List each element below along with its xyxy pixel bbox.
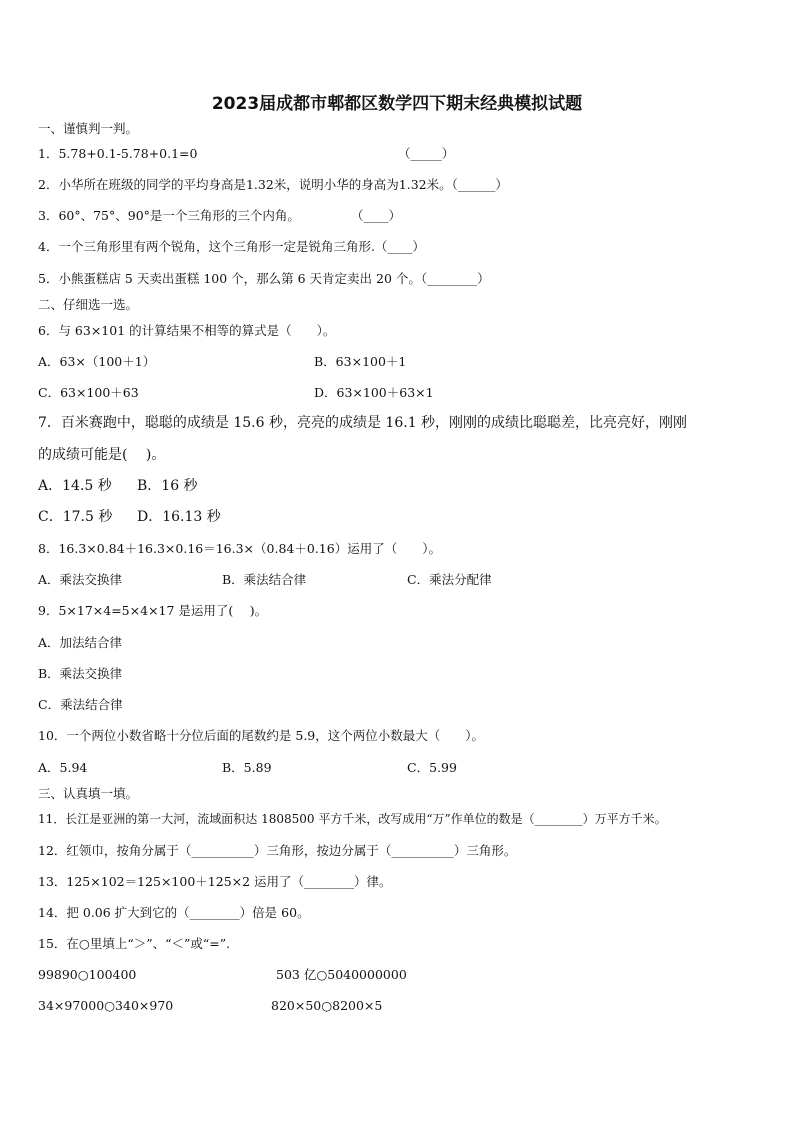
question-11: 11．长江是亚洲的第一大河，流域面积达 1808500 平方千米，改写成用“万”作单位的数是（________）万平方千米。	[38, 812, 667, 826]
question-7-option-a[interactable]: A．14.5 秒	[38, 478, 112, 494]
question-1-text: 1．5.78+0.1-5.78+0.1=0	[38, 146, 198, 161]
question-7-option-b[interactable]: B．16 秒	[137, 478, 198, 494]
question-6-option-d[interactable]: D．63×100＋63×1	[314, 385, 434, 400]
question-4: 4．一个三角形里有两个锐角，这个三角形一定是锐角三角形.（____）	[38, 239, 425, 254]
question-8: 8．16.3×0.84＋16.3×0.16＝16.3×（0.84＋0.16）运用了（ ）。	[38, 541, 441, 556]
question-6-option-b[interactable]: B．63×100＋1	[314, 354, 407, 369]
question-14: 14．把 0.06 扩大到它的（________）倍是 60。	[38, 905, 310, 920]
question-10-option-c[interactable]: C．5.99	[407, 760, 457, 775]
question-15: 15．在○里填上“＞”、“＜”或“=”.	[38, 936, 231, 951]
question-9-option-a[interactable]: A．加法结合律	[38, 635, 123, 650]
question-7-option-c[interactable]: C．17.5 秒	[38, 509, 113, 525]
question-10: 10．一个两位小数省略十分位后面的尾数约是 5.9，这个两位小数最大（ ）。	[38, 728, 485, 743]
question-15-item-3[interactable]: 34×97000○340×970	[38, 998, 174, 1013]
question-15-item-1[interactable]: 99890○100400	[38, 967, 137, 982]
question-8-option-b[interactable]: B．乘法结合律	[222, 572, 307, 587]
question-1	[38, 146, 197, 162]
question-8-option-a[interactable]: A．乘法交换律	[38, 572, 123, 587]
question-15-item-4[interactable]: 820×50○8200×5	[271, 998, 383, 1013]
question-9-option-c[interactable]: C．乘法结合律	[38, 697, 123, 712]
section-heading-choose: 二、仔细选一选。	[38, 297, 139, 312]
page-title: 2023届成都市郫都区数学四下期末经典模拟试题	[211, 94, 583, 114]
question-7-option-d[interactable]: D．16.13 秒	[137, 509, 221, 525]
question-3-blank[interactable]: （____）	[351, 208, 402, 223]
question-9-option-b[interactable]: B．乘法交换律	[38, 666, 123, 681]
question-9: 9．5×17×4=5×4×17 是运用了( )。	[38, 603, 268, 618]
question-3: 3．60°、75°、90°是一个三角形的三个内角。	[38, 208, 300, 223]
question-5: 5．小熊蛋糕店 5 天卖出蛋糕 100 个，那么第 6 天肯定卖出 20 个。（________）	[38, 271, 490, 286]
question-8-option-c[interactable]: C．乘法分配律	[407, 572, 492, 587]
question-12: 12．红领巾，按角分属于（__________）三角形，按边分属于（__________）三角形。	[38, 843, 517, 858]
question-10-option-a[interactable]: A．5.94	[38, 760, 88, 775]
question-6-option-c[interactable]: C．63×100＋63	[38, 385, 139, 400]
section-heading-judge: 一、谨慎判一判。	[38, 121, 139, 136]
question-7-line-2: 的成绩可能是( )。	[38, 447, 166, 463]
question-13: 13．125×102＝125×100＋125×2 运用了（________）律。	[38, 874, 392, 889]
question-6: 6．与 63×101 的计算结果不相等的算式是（ ）。	[38, 323, 336, 338]
question-15-item-2[interactable]: 503 亿○5040000000	[276, 967, 407, 982]
section-heading-fill: 三、认真填一填。	[38, 786, 139, 801]
question-7-line-1: 7．百米赛跑中，聪聪的成绩是 15.6 秒，亮亮的成绩是 16.1 秒，刚刚的成绩比聪聪差，比亮亮好，刚刚	[38, 415, 688, 431]
question-2: 2．小华所在班级的同学的平均身高是1.32米，说明小华的身高为1.32米。（______）	[38, 177, 508, 192]
question-6-option-a[interactable]: A．63×（100＋1）	[38, 354, 156, 369]
question-1-blank[interactable]: （_____）	[398, 146, 455, 161]
question-10-option-b[interactable]: B．5.89	[222, 760, 272, 775]
